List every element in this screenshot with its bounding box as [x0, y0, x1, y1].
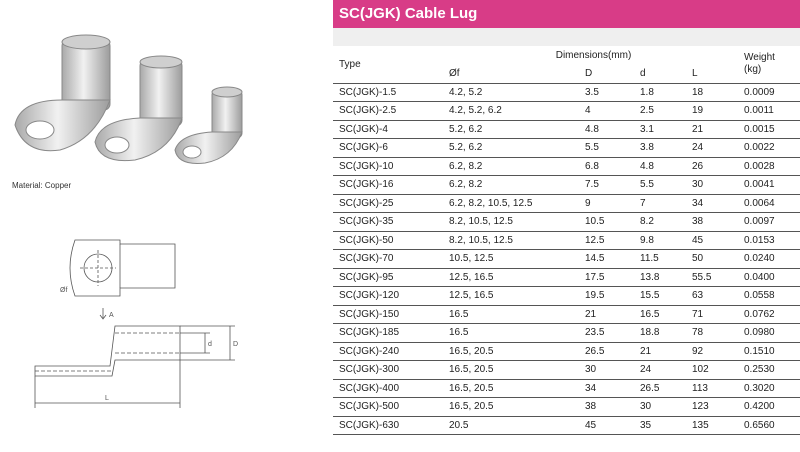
weight-cell: 0.0015 [738, 120, 800, 139]
type-cell: SC(JGK)-16 [333, 176, 443, 195]
L-cell: 26 [686, 157, 738, 176]
type-cell: SC(JGK)-2.5 [333, 102, 443, 121]
table-row [333, 268, 800, 287]
d-cell: 18.8 [634, 324, 686, 343]
weight-cell: 0.0558 [738, 287, 800, 306]
header-D: D [579, 65, 634, 84]
d-cell: 24 [634, 361, 686, 380]
hole-cell: 16.5, 20.5 [443, 361, 579, 380]
d-cell: 16.5 [634, 305, 686, 324]
table-row [333, 176, 800, 195]
hole-cell: 16.5, 20.5 [443, 398, 579, 417]
d-cell: 30 [634, 398, 686, 417]
D-cell: 19.5 [579, 287, 634, 306]
header-weight: Weight (kg) [738, 46, 800, 83]
D-cell: 17.5 [579, 268, 634, 287]
L-cell: 19 [686, 102, 738, 121]
type-cell: SC(JGK)-35 [333, 213, 443, 232]
hole-cell: 20.5 [443, 416, 579, 435]
D-cell: 38 [579, 398, 634, 417]
hole-cell: 6.2, 8.2, 10.5, 12.5 [443, 194, 579, 213]
table-row [333, 120, 800, 139]
d-cell: 3.8 [634, 139, 686, 158]
L-cell: 123 [686, 398, 738, 417]
drawing-label-arrow: A [109, 312, 114, 319]
type-cell: SC(JGK)-95 [333, 268, 443, 287]
weight-cell: 0.0153 [738, 231, 800, 250]
d-cell: 1.8 [634, 83, 686, 102]
D-cell: 23.5 [579, 324, 634, 343]
hole-cell: 12.5, 16.5 [443, 268, 579, 287]
type-cell: SC(JGK)-4 [333, 120, 443, 139]
D-cell: 7.5 [579, 176, 634, 195]
type-cell: SC(JGK)-1.5 [333, 83, 443, 102]
d-cell: 8.2 [634, 213, 686, 232]
D-cell: 9 [579, 194, 634, 213]
D-cell: 30 [579, 361, 634, 380]
L-cell: 63 [686, 287, 738, 306]
L-cell: 135 [686, 416, 738, 435]
d-cell: 4.8 [634, 157, 686, 176]
type-cell: SC(JGK)-6 [333, 139, 443, 158]
D-cell: 34 [579, 379, 634, 398]
drawing-label-hole: Øf [60, 287, 68, 294]
table-row [333, 324, 800, 343]
hole-cell: 5.2, 6.2 [443, 139, 579, 158]
type-cell: SC(JGK)-10 [333, 157, 443, 176]
hole-cell: 8.2, 10.5, 12.5 [443, 231, 579, 250]
small-lug [175, 87, 242, 163]
weight-cell: 0.0009 [738, 83, 800, 102]
D-cell: 21 [579, 305, 634, 324]
type-cell: SC(JGK)-50 [333, 231, 443, 250]
weight-cell: 0.0762 [738, 305, 800, 324]
table-row [333, 416, 800, 435]
d-cell: 7 [634, 194, 686, 213]
table-row [333, 287, 800, 306]
D-cell: 4.8 [579, 120, 634, 139]
table-body [333, 83, 800, 435]
d-cell: 21 [634, 342, 686, 361]
table-row [333, 83, 800, 102]
hole-cell: 16.5, 20.5 [443, 342, 579, 361]
weight-cell: 0.6560 [738, 416, 800, 435]
L-cell: 45 [686, 231, 738, 250]
L-cell: 102 [686, 361, 738, 380]
d-cell: 11.5 [634, 250, 686, 269]
technical-drawing [20, 238, 260, 418]
L-cell: 55.5 [686, 268, 738, 287]
table-row [333, 250, 800, 269]
D-cell: 4 [579, 102, 634, 121]
L-cell: 38 [686, 213, 738, 232]
L-cell: 18 [686, 83, 738, 102]
spec-table [333, 46, 800, 435]
d-cell: 5.5 [634, 176, 686, 195]
d-cell: 13.8 [634, 268, 686, 287]
drawing-label-D: D [233, 341, 239, 348]
header-dimensions: Dimensions(mm) [555, 49, 632, 61]
drawing-label-L: L [105, 395, 109, 402]
table-row [333, 139, 800, 158]
d-cell: 15.5 [634, 287, 686, 306]
weight-cell: 0.0011 [738, 102, 800, 121]
weight-cell: 0.2530 [738, 361, 800, 380]
title-sub-bar [333, 28, 800, 46]
L-cell: 78 [686, 324, 738, 343]
hole-cell: 4.2, 5.2, 6.2 [443, 102, 579, 121]
weight-cell: 0.0041 [738, 176, 800, 195]
header-hole: Øf [443, 65, 579, 84]
hole-cell: 16.5 [443, 305, 579, 324]
table-row [333, 342, 800, 361]
weight-cell: 0.3020 [738, 379, 800, 398]
L-cell: 71 [686, 305, 738, 324]
large-lug [15, 35, 110, 151]
hole-cell: 5.2, 6.2 [443, 120, 579, 139]
page-title: SC(JGK) Cable Lug [339, 5, 478, 22]
d-cell: 9.8 [634, 231, 686, 250]
table-row [333, 305, 800, 324]
header-L: L [686, 65, 738, 84]
table-row [333, 102, 800, 121]
weight-cell: 0.4200 [738, 398, 800, 417]
weight-cell: 0.0022 [738, 139, 800, 158]
hole-cell: 6.2, 8.2 [443, 157, 579, 176]
hole-cell: 6.2, 8.2 [443, 176, 579, 195]
table-row [333, 231, 800, 250]
table-row [333, 157, 800, 176]
d-cell: 35 [634, 416, 686, 435]
L-cell: 50 [686, 250, 738, 269]
type-cell: SC(JGK)-150 [333, 305, 443, 324]
d-cell: 26.5 [634, 379, 686, 398]
type-cell: SC(JGK)-400 [333, 379, 443, 398]
product-images [0, 0, 330, 452]
L-cell: 34 [686, 194, 738, 213]
hole-cell: 12.5, 16.5 [443, 287, 579, 306]
L-cell: 21 [686, 120, 738, 139]
type-cell: SC(JGK)-300 [333, 361, 443, 380]
weight-cell: 0.0097 [738, 213, 800, 232]
cable-lug-photo [0, 30, 300, 170]
weight-cell: 0.0980 [738, 324, 800, 343]
L-cell: 24 [686, 139, 738, 158]
D-cell: 14.5 [579, 250, 634, 269]
type-cell: SC(JGK)-120 [333, 287, 443, 306]
D-cell: 3.5 [579, 83, 634, 102]
D-cell: 5.5 [579, 139, 634, 158]
weight-cell: 0.0240 [738, 250, 800, 269]
table-row [333, 379, 800, 398]
type-cell: SC(JGK)-630 [333, 416, 443, 435]
d-cell: 2.5 [634, 102, 686, 121]
type-cell: SC(JGK)-70 [333, 250, 443, 269]
L-cell: 113 [686, 379, 738, 398]
D-cell: 6.8 [579, 157, 634, 176]
title-bar [333, 0, 800, 28]
table-row [333, 213, 800, 232]
d-cell: 3.1 [634, 120, 686, 139]
L-cell: 92 [686, 342, 738, 361]
table-row [333, 398, 800, 417]
D-cell: 12.5 [579, 231, 634, 250]
header-type: Type [333, 46, 443, 83]
type-cell: SC(JGK)-25 [333, 194, 443, 213]
table-row [333, 361, 800, 380]
D-cell: 10.5 [579, 213, 634, 232]
hole-cell: 10.5, 12.5 [443, 250, 579, 269]
type-cell: SC(JGK)-240 [333, 342, 443, 361]
type-cell: SC(JGK)-185 [333, 324, 443, 343]
hole-cell: 16.5 [443, 324, 579, 343]
material-label: Material: Copper [12, 181, 72, 190]
D-cell: 26.5 [579, 342, 634, 361]
header-d: d [634, 65, 686, 84]
weight-cell: 0.0064 [738, 194, 800, 213]
type-cell: SC(JGK)-500 [333, 398, 443, 417]
drawing-label-d: d [208, 341, 212, 348]
hole-cell: 8.2, 10.5, 12.5 [443, 213, 579, 232]
weight-cell: 0.0400 [738, 268, 800, 287]
D-cell: 45 [579, 416, 634, 435]
table-row [333, 194, 800, 213]
L-cell: 30 [686, 176, 738, 195]
hole-cell: 4.2, 5.2 [443, 83, 579, 102]
hole-cell: 16.5, 20.5 [443, 379, 579, 398]
weight-cell: 0.1510 [738, 342, 800, 361]
weight-cell: 0.0028 [738, 157, 800, 176]
